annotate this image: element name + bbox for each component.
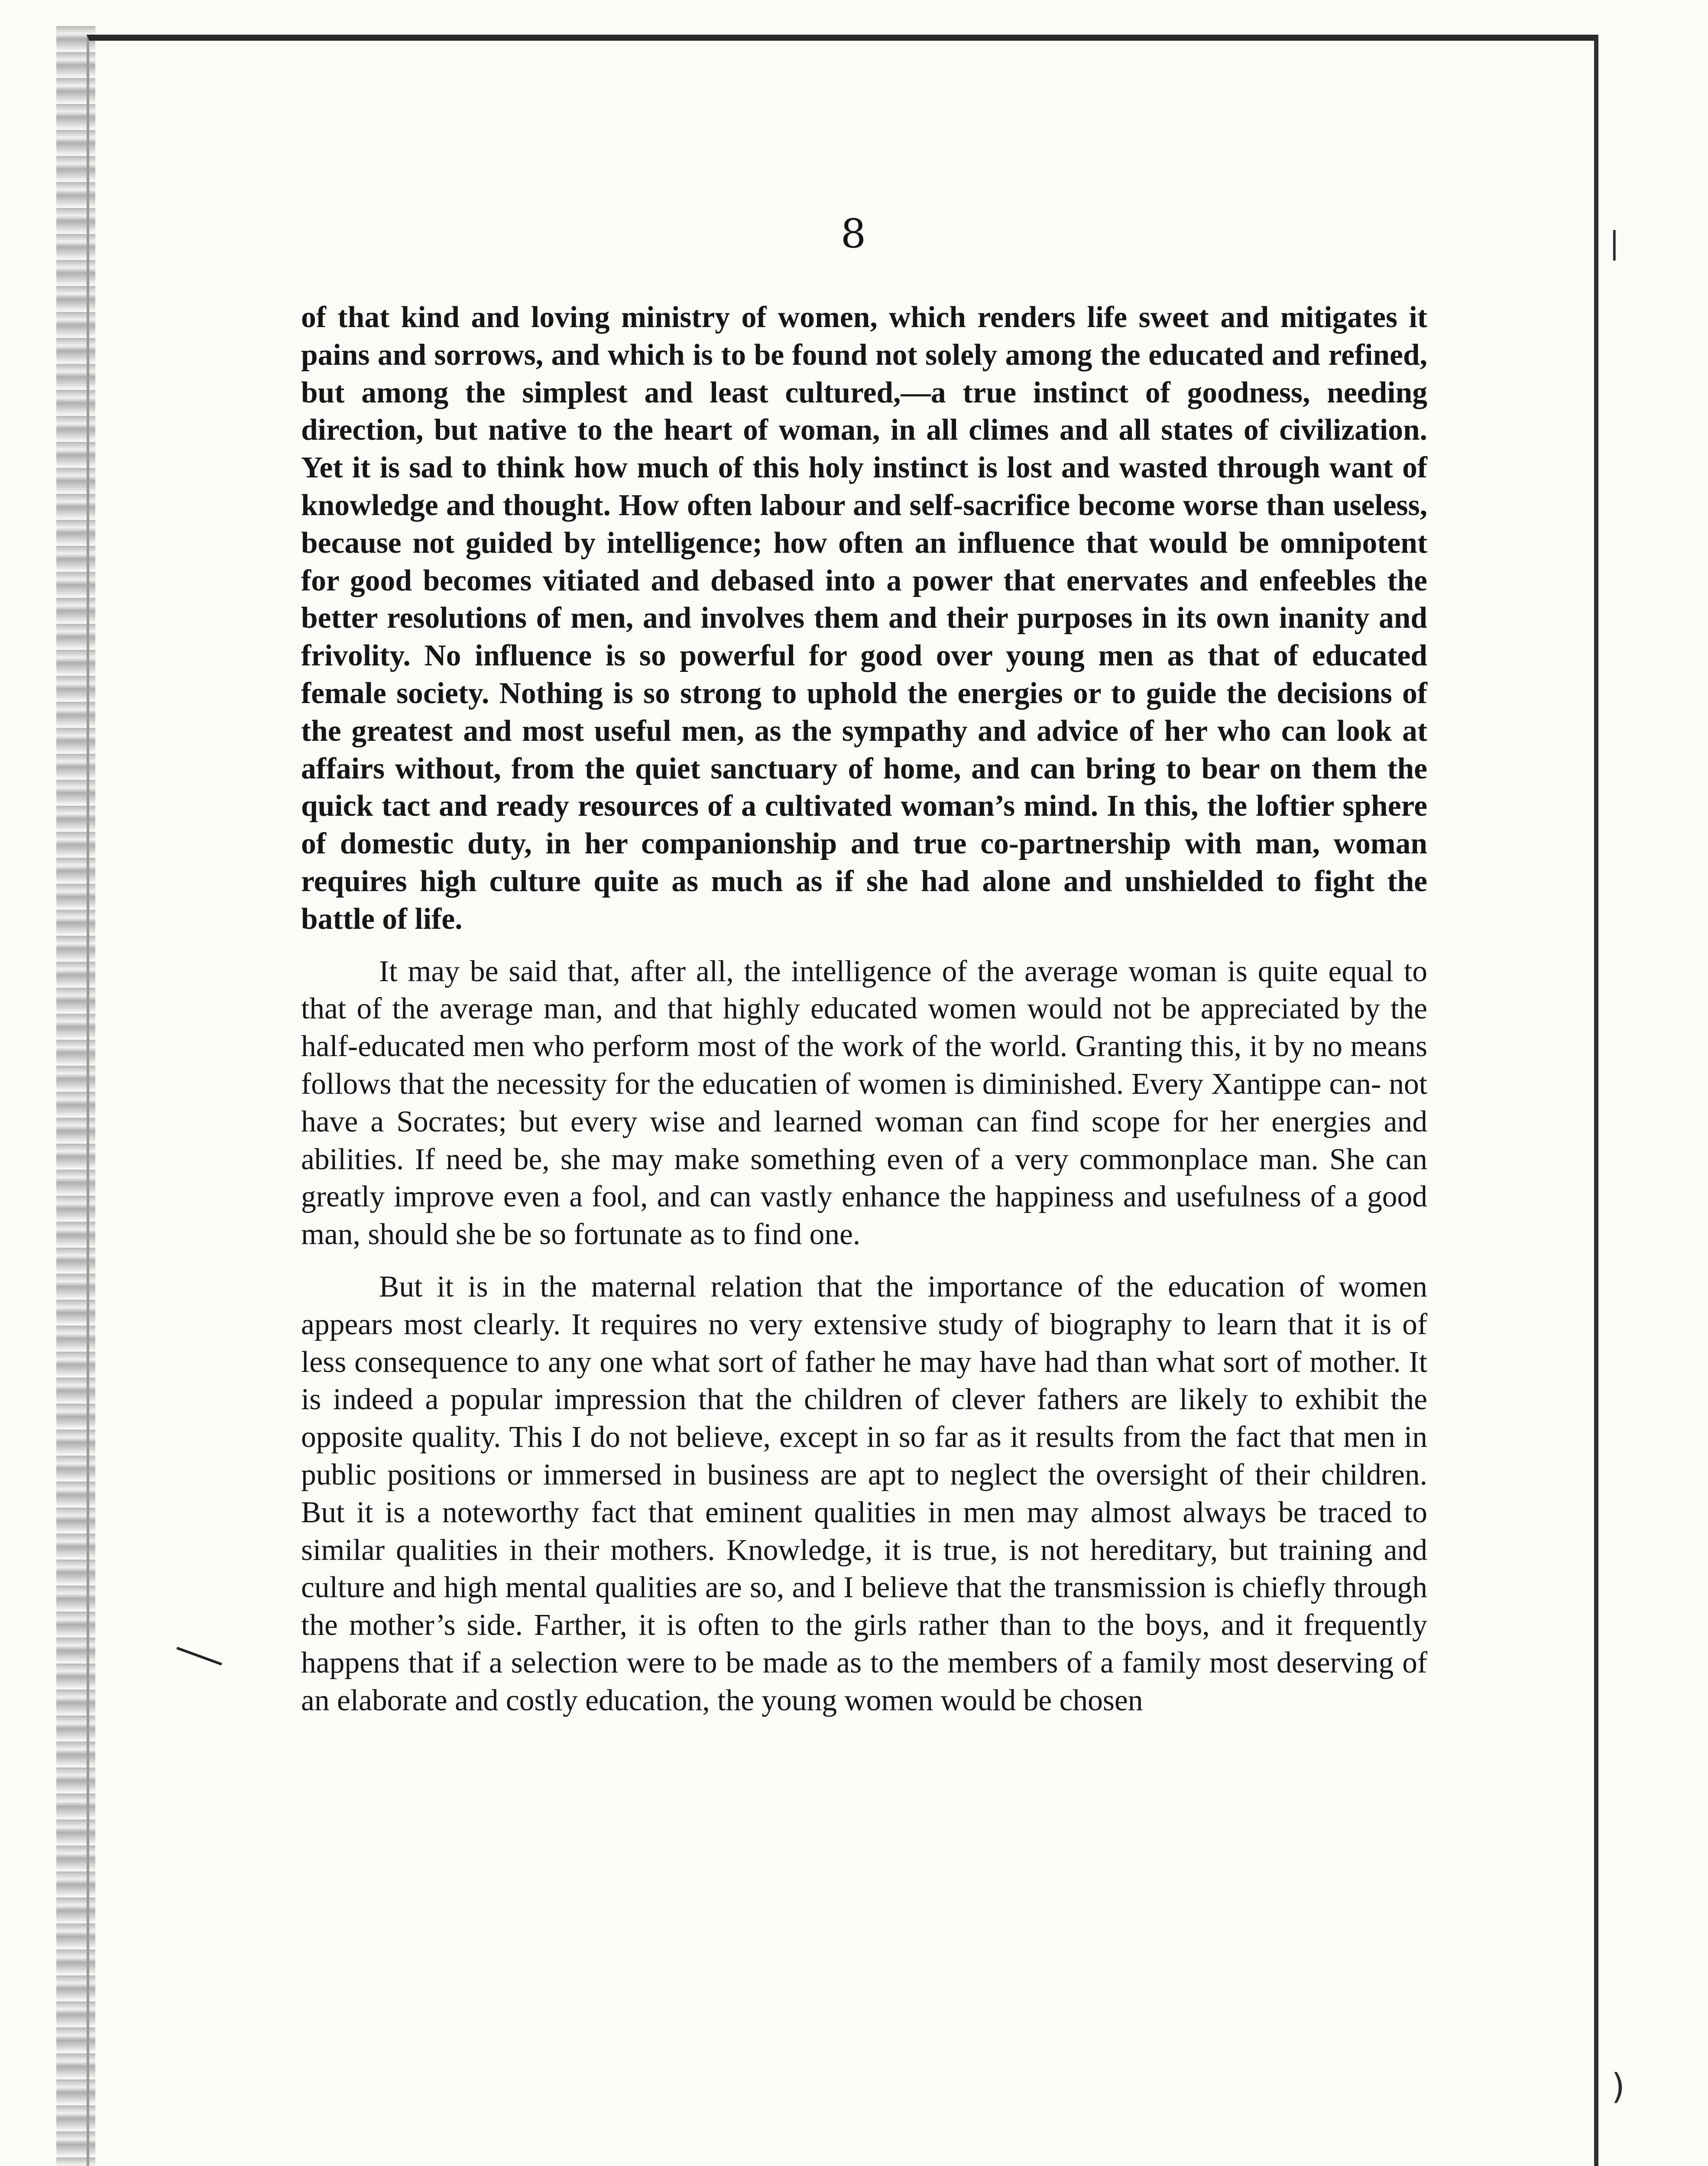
text-line: of that kind and loving ministry of women, which renders life sweet and: [301, 301, 1269, 334]
text-line: training and culture and high mental qualities are so, and I believe that: [301, 1533, 1428, 1605]
text-line: selection were to be made as to the members of a family most deserving of: [511, 1646, 1427, 1680]
text-line: for her energies and abilities. If need be, she may make something even: [301, 1105, 1428, 1176]
text-line: because not guided by intelligence; how often an influence that would be: [301, 526, 1269, 560]
text-line: the fact that men in public positions or immersed in business are apt to: [301, 1420, 1428, 1492]
text-line: of women appears most clearly. It requires no very extensive study of: [301, 1270, 1428, 1341]
text-line: enervates and enfeebles the better resolutions of men, and involves them: [301, 564, 1428, 635]
margin-tick-mark: |: [1609, 225, 1620, 261]
body-text: [301, 299, 1427, 1719]
text-line: the transmission is chiefly through the mother’s side. Farther, it is often: [301, 1571, 1427, 1642]
paragraph-1: [301, 299, 1427, 938]
text-line: mind. In this, the loftier sphere of domestic duty, in her companionship: [301, 789, 1427, 861]
text-line: much as if she had alone and unshielded to fight the battle of life.: [301, 864, 1427, 936]
text-line: opposite quality. This I do not believe, except in so far as it results from: [301, 1420, 1182, 1454]
text-line: can look at affairs without, from the quiet sanctuary of home, and can bring: [301, 714, 1428, 785]
text-line: that eminent qualities in men may almost always be traced to similar: [301, 1495, 1428, 1567]
text-line: to the girls rather than to the boys, and it frequently happens that if a: [301, 1608, 1428, 1680]
text-line: powerful for good over young men as that of educated female society.: [301, 639, 1428, 710]
text-line: necessity for the educatien of women is diminished. Every Xantippe can-: [496, 1067, 1381, 1101]
text-line: of a very commonplace man. She can greatly improve even a fool, and: [301, 1142, 1428, 1214]
page-number: 8: [840, 211, 866, 257]
text-line: would not be appreciated by the half-educated men who perform most of: [301, 992, 1427, 1064]
text-line: is quite equal to that of the average man, and that highly educated women: [301, 954, 1427, 1026]
text-line: the greatest and most useful men, as the sympathy and advice of her who: [301, 714, 1271, 748]
text-line: to bear on them the quick tact and ready resources of a cultivated woman’s: [301, 752, 1427, 823]
text-line: and their purposes in its own inanity and frivolity. No influence is so: [301, 601, 1428, 673]
text-line: omnipotent for good becomes vitiated and debased into a power that: [301, 526, 1427, 597]
text-line: and thought. How often labour and self-sacrifice become worse than useless,: [446, 488, 1428, 522]
text-line: qualities in their mothers. Knowledge, it is true, is not hereditary, but: [396, 1533, 1268, 1567]
text-line: But it is in the maternal relation that the importance of the education: [379, 1270, 1285, 1303]
text-line: and true co-partnership with man, woman requires high culture quite as: [301, 827, 1427, 898]
text-line: woman, in all climes and all states of civilization. Yet it is sad to think: [301, 413, 1428, 485]
text-line: how much of this holy instinct is lost and wasted through want of knowledge: [301, 451, 1428, 522]
text-line: an elaborate and costly education, the young women would be chosen: [301, 1683, 1143, 1717]
text-line: impression that the children of clever fathers are likely to exhibit the: [554, 1383, 1427, 1417]
text-line: neglect the oversight of their children. But it is a noteworthy fact: [301, 1458, 1428, 1529]
text-line: true instinct of goodness, needing direction, but native to the heart of: [301, 376, 1428, 447]
text-line: biography to learn that it is of less consequence to any one what sort of: [301, 1307, 1428, 1379]
text-line: father he may have had than what sort of mother. It is indeed a popular: [301, 1345, 1428, 1417]
text-line: Nothing is so strong to uphold the energies or to guide the decisions of: [499, 676, 1428, 710]
text-line: not have a Socrates; but every wise and learned woman can find scope: [301, 1067, 1428, 1138]
text-line: mitigates it pains and sorrows, and which is to be found not solely among: [301, 301, 1428, 372]
paragraph-3: [301, 1268, 1427, 1720]
text-line: be so fortunate as to find one.: [503, 1218, 861, 1252]
margin-bracket-mark: ): [1611, 2066, 1625, 2107]
paragraph-2: [301, 953, 1427, 1254]
text-line: It may be said that, after all, the intelligence of the average woman: [379, 954, 1217, 988]
text-line: can vastly enhance the happiness and usefulness of a good man, should she: [301, 1180, 1428, 1252]
text-line: the work of the world. Granting this, it by no means follows that the: [301, 1030, 1428, 1101]
text-line: the educated and refined, but among the simplest and least cultured,—a: [301, 338, 1428, 409]
